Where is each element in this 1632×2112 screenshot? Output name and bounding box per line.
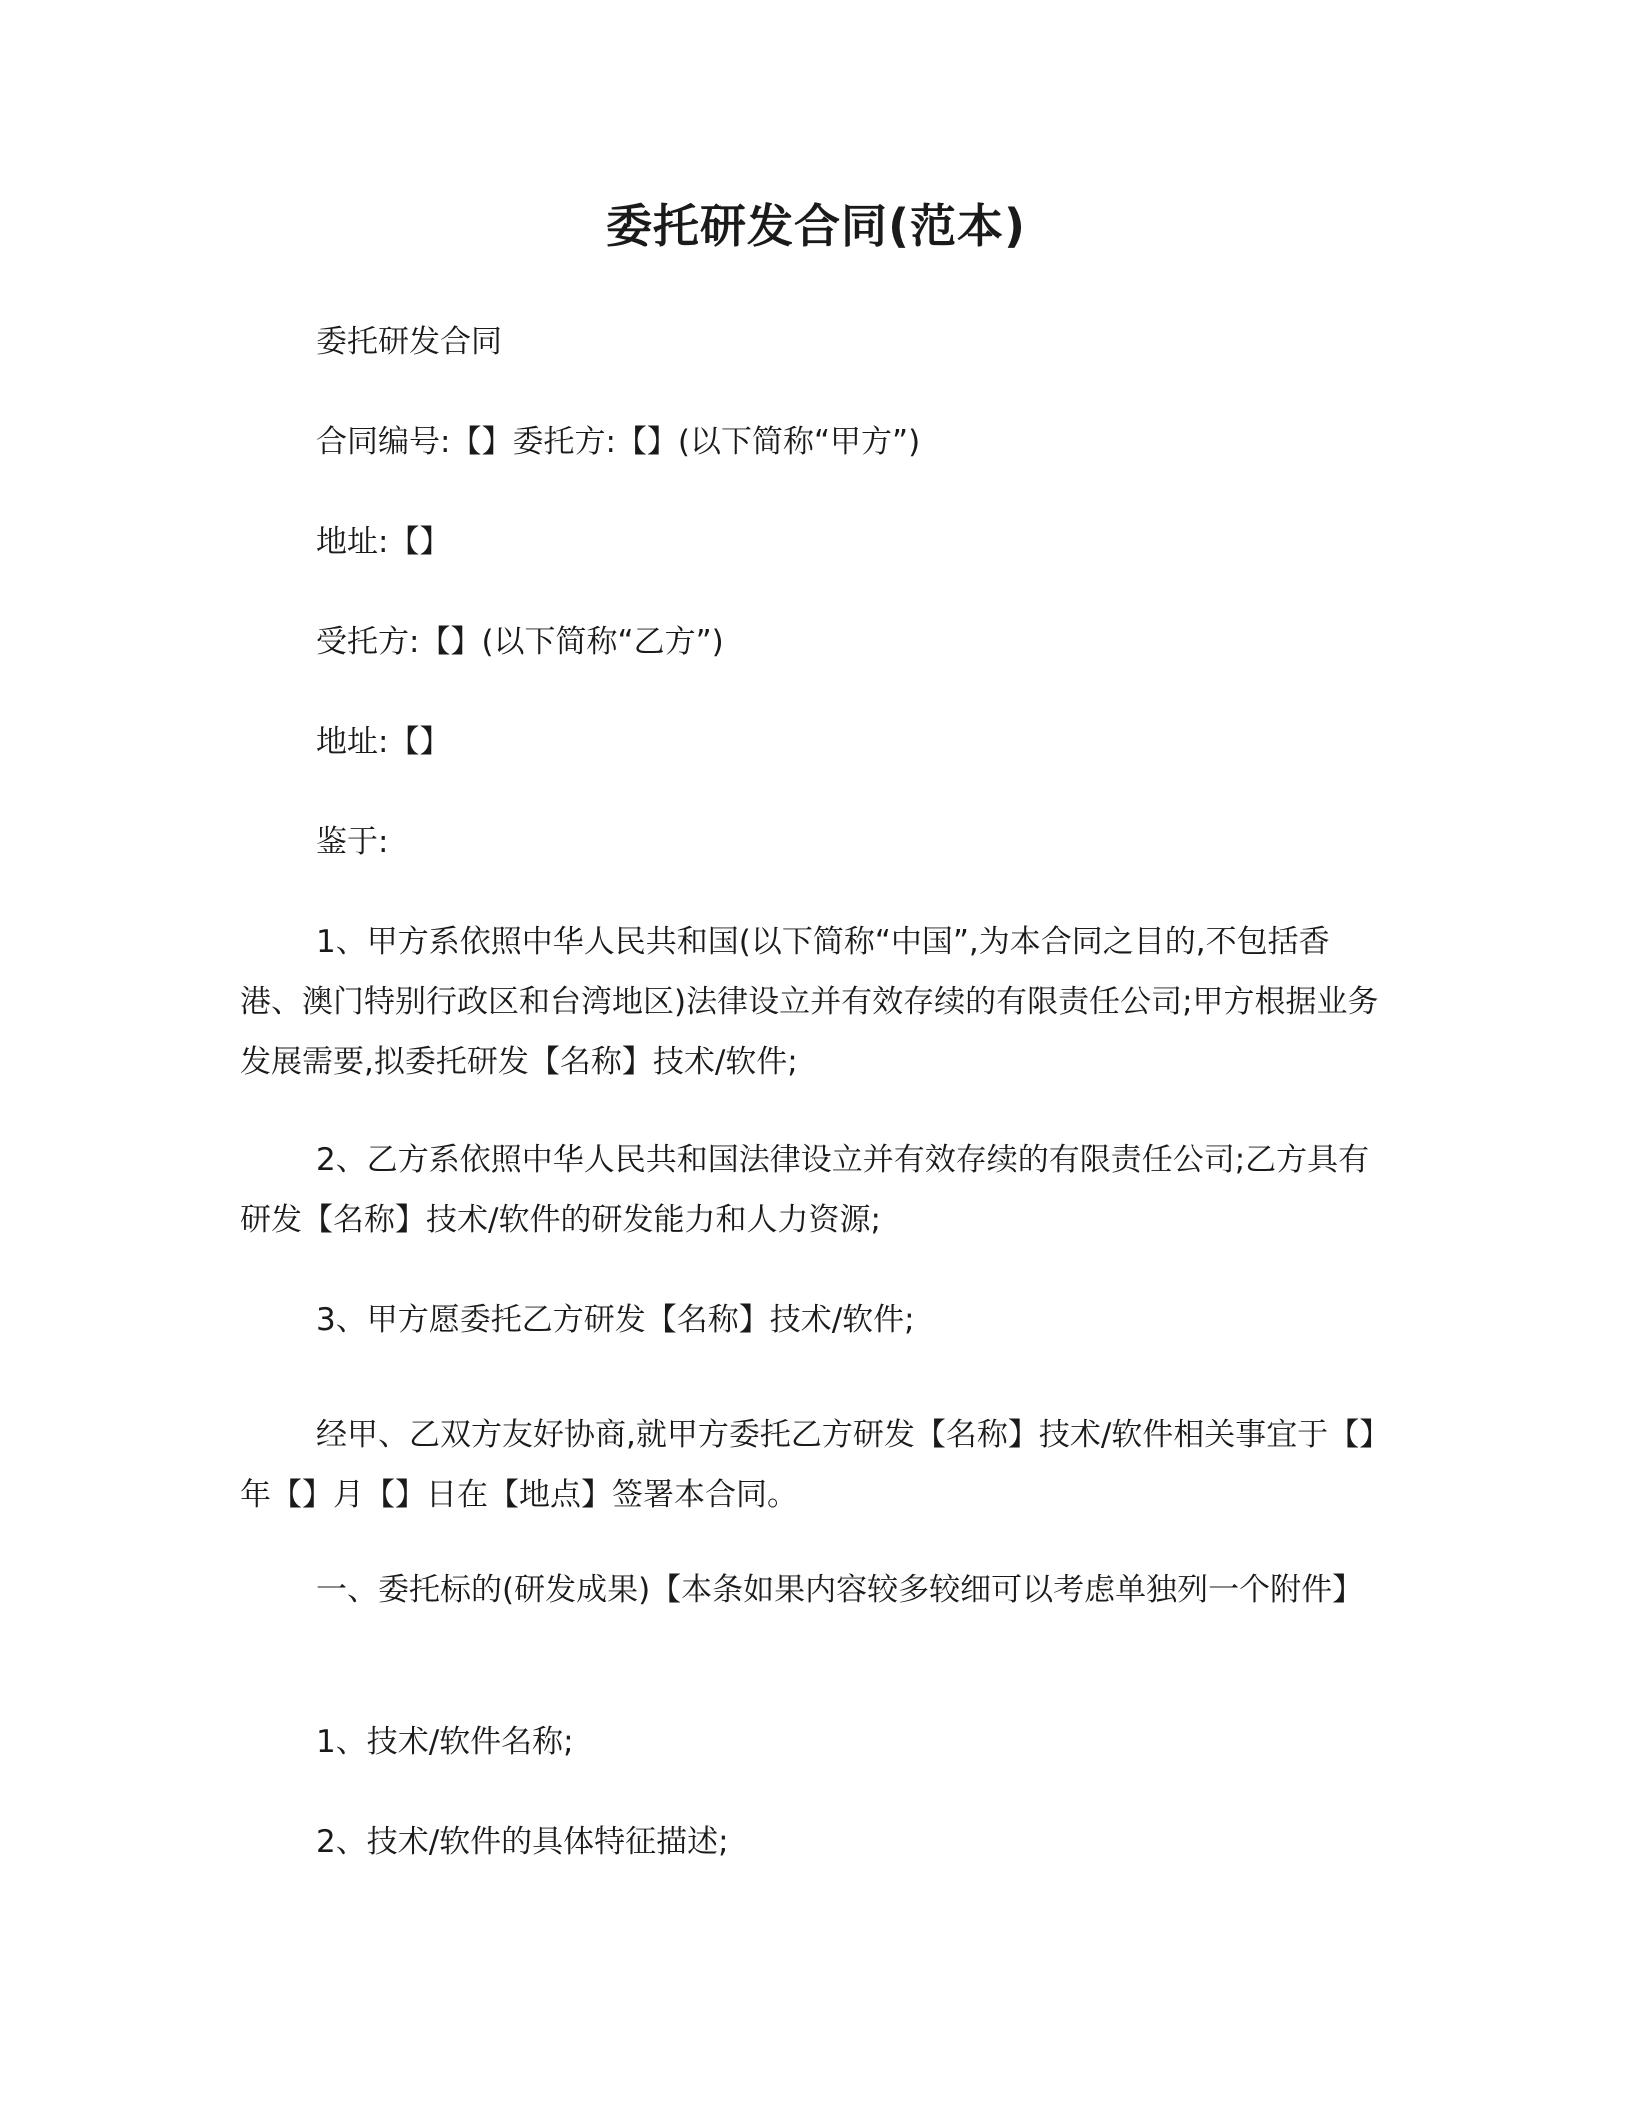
paragraph-contract-number: 合同编号:【】委托方:【】(以下简称“甲方”) [316, 424, 921, 460]
paragraph-item-2: 2、技术/软件的具体特征描述; [316, 1824, 729, 1860]
paragraph-item-1: 1、技术/软件名称; [316, 1724, 574, 1760]
paragraph-recital-3: 3、甲方愿委托乙方研发【名称】技术/软件; [316, 1302, 915, 1338]
paragraph-party-a-address: 地址:【】 [316, 524, 451, 560]
document-title: 委托研发合同(范本) [605, 199, 1027, 253]
paragraph-recital-1: 1、甲方系依照中华人民共和国(以下简称“中国”,为本合同之目的,不包括香港、澳门特别行政区和台湾地区)法律设立并有效存续的有限责任公司;甲方根据业务发展需要,拟委托研发【名称】技术/软件; [240, 924, 1379, 1080]
paragraph-section-1-heading: 一、委托标的(研发成果)【本条如果内容较多较细可以考虑单独列一个附件】 [316, 1572, 1364, 1608]
paragraph-party-b-address: 地址:【】 [316, 724, 451, 760]
paragraph-contract-heading: 委托研发合同 [316, 324, 502, 360]
paragraph-agreement: 经甲、乙双方友好协商,就甲方委托乙方研发【名称】技术/软件相关事宜于【】年【】月【】日在【地点】签署本合同。 [240, 1417, 1375, 1513]
paragraph-recital-2: 2、乙方系依照中华人民共和国法律设立并有效存续的有限责任公司;乙方具有研发【名称】技术/软件的研发能力和人力资源; [240, 1142, 1370, 1238]
paragraph-party-b: 受托方:【】(以下简称“乙方”) [316, 624, 724, 660]
paragraph-whereas: 鉴于: [316, 824, 389, 860]
